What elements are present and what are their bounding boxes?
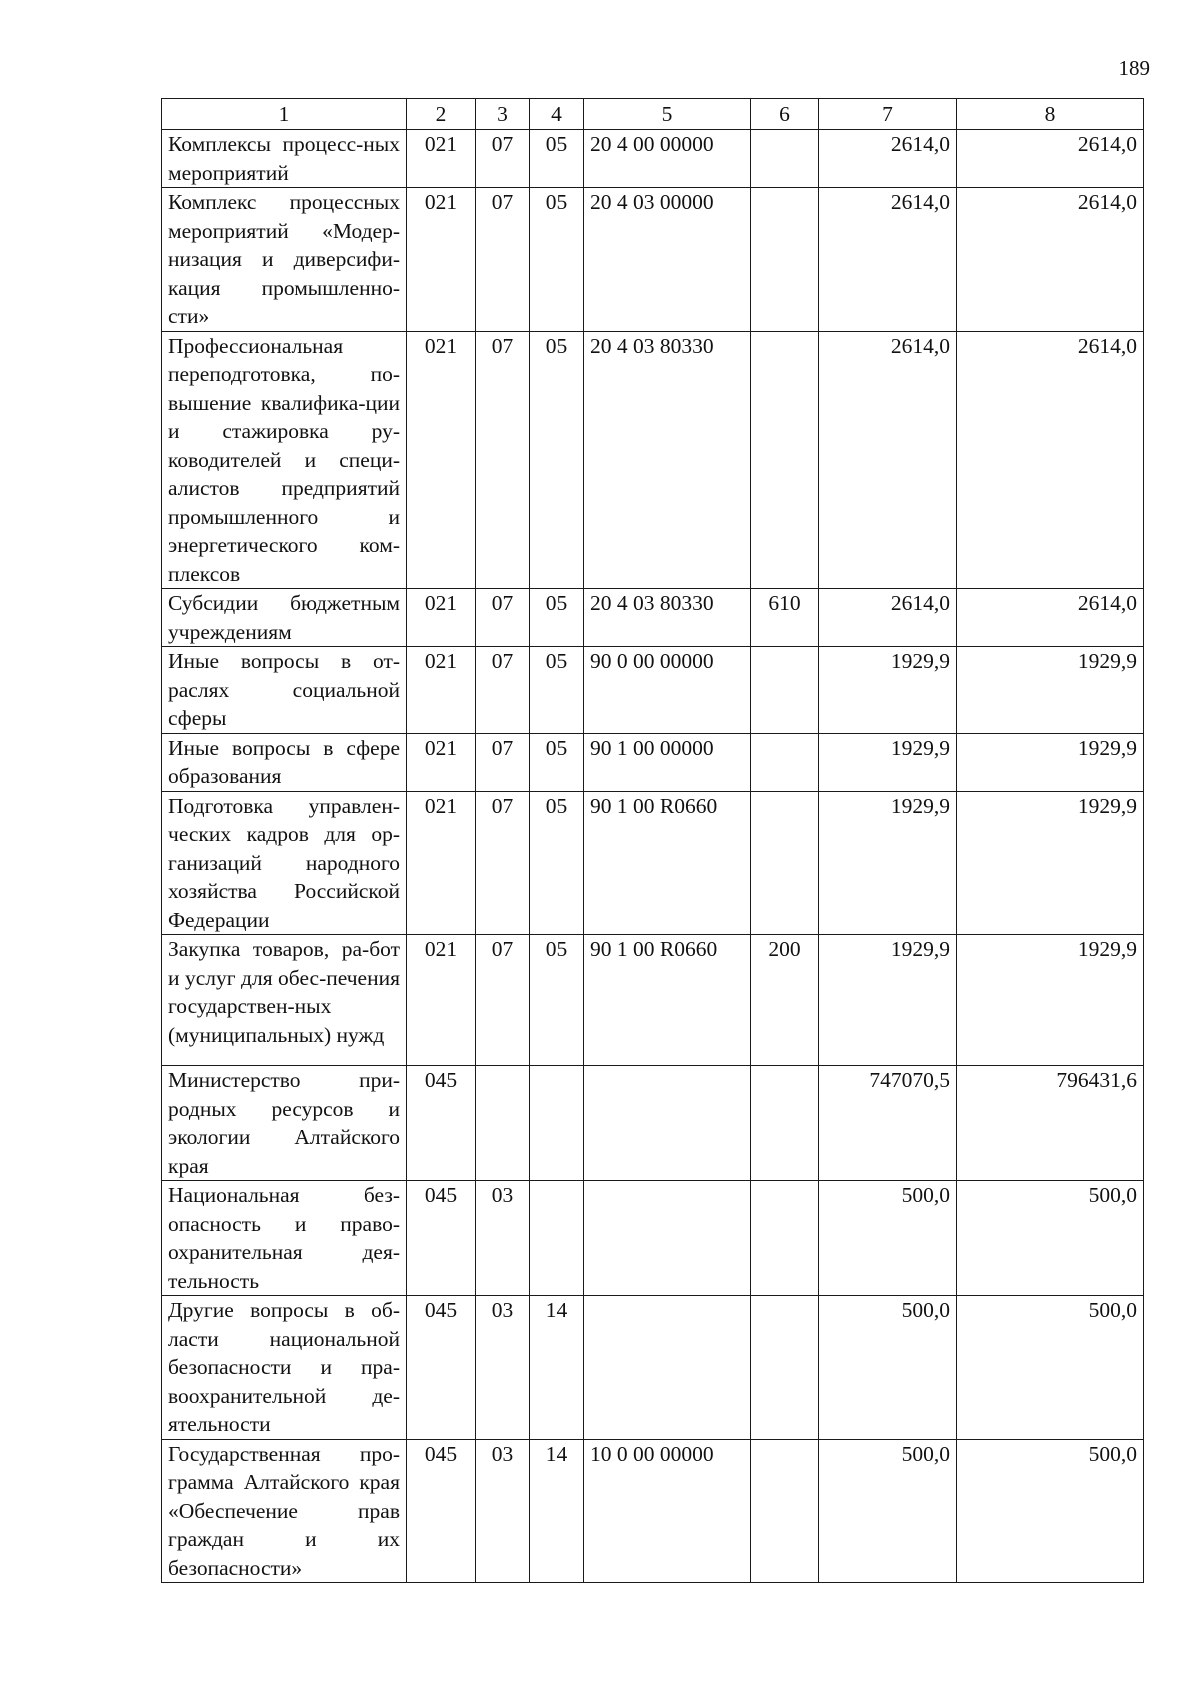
- column-header-1: 1: [162, 99, 407, 130]
- amount-year1-cell: 1929,9: [819, 791, 957, 935]
- target-article-cell: 10 0 00 00000: [584, 1439, 751, 1583]
- target-article-cell: [584, 1181, 751, 1296]
- table-row: [162, 130, 1144, 188]
- subsection-code-cell: 05: [530, 791, 584, 935]
- amount-year1-cell: 500,0: [819, 1181, 957, 1296]
- item-name-cell: Министерство при-родных ресурсов и экологии Алтайского края: [162, 1066, 407, 1181]
- column-header-8: 8: [957, 99, 1144, 130]
- amount-year1-cell: 500,0: [819, 1439, 957, 1583]
- item-name-cell: Комплекс процессных мероприятий «Модер-низация и диверсифи-кация промышленно-сти»: [162, 188, 407, 332]
- subsection-code-cell: 14: [530, 1439, 584, 1583]
- ministry-code-cell: 021: [407, 589, 476, 647]
- item-name-cell: Другие вопросы в об-ласти национальной безопасности и пра-воохранительной де-ятельности: [162, 1296, 407, 1440]
- amount-year2-cell: 2614,0: [957, 589, 1144, 647]
- section-code-cell: 07: [476, 791, 530, 935]
- ministry-code-cell: 045: [407, 1439, 476, 1583]
- expense-type-cell: [751, 1439, 819, 1583]
- target-article-cell: 90 1 00 R0660: [584, 791, 751, 935]
- subsection-code-cell: 05: [530, 647, 584, 734]
- amount-year1-cell: 1929,9: [819, 733, 957, 791]
- target-article-cell: [584, 1066, 751, 1181]
- item-name-cell: Профессиональная переподготовка, по-вышение квалифика-ции и стажировка ру-ководителей и специ-алистов предприятий промышленного и энергетического ком-плексов: [162, 331, 407, 589]
- target-article-cell: 20 4 03 80330: [584, 331, 751, 589]
- target-article-cell: [584, 1296, 751, 1440]
- section-code-cell: 07: [476, 130, 530, 188]
- amount-year2-cell: 500,0: [957, 1439, 1144, 1583]
- expense-type-cell: 200: [751, 935, 819, 1066]
- amount-year2-cell: 500,0: [957, 1296, 1144, 1440]
- ministry-code-cell: 021: [407, 733, 476, 791]
- table-row: [162, 647, 1144, 734]
- column-header-2: 2: [407, 99, 476, 130]
- subsection-code-cell: 05: [530, 188, 584, 332]
- amount-year2-cell: 2614,0: [957, 188, 1144, 332]
- table-body: [162, 130, 1144, 1583]
- table-row: [162, 935, 1144, 1066]
- expense-type-cell: [751, 733, 819, 791]
- expense-type-cell: [751, 791, 819, 935]
- column-header-3: 3: [476, 99, 530, 130]
- amount-year2-cell: 2614,0: [957, 331, 1144, 589]
- amount-year1-cell: 2614,0: [819, 589, 957, 647]
- amount-year1-cell: 2614,0: [819, 130, 957, 188]
- column-header-4: 4: [530, 99, 584, 130]
- table-row: [162, 1181, 1144, 1296]
- amount-year2-cell: 2614,0: [957, 130, 1144, 188]
- section-code-cell: 03: [476, 1439, 530, 1583]
- table-row: [162, 733, 1144, 791]
- ministry-code-cell: 021: [407, 188, 476, 332]
- expense-type-cell: [751, 1181, 819, 1296]
- table-row: [162, 1066, 1144, 1181]
- ministry-code-cell: 021: [407, 331, 476, 589]
- ministry-code-cell: 021: [407, 935, 476, 1066]
- table-row: [162, 1296, 1144, 1440]
- amount-year1-cell: 2614,0: [819, 331, 957, 589]
- item-name-cell: Государственная про-грамма Алтайского края «Обеспечение прав граждан и их безопасности»: [162, 1439, 407, 1583]
- amount-year2-cell: 500,0: [957, 1181, 1144, 1296]
- item-name-cell: Иные вопросы в сфере образования: [162, 733, 407, 791]
- amount-year1-cell: 1929,9: [819, 647, 957, 734]
- amount-year2-cell: 1929,9: [957, 647, 1144, 734]
- section-code-cell: 07: [476, 331, 530, 589]
- target-article-cell: 20 4 03 00000: [584, 188, 751, 332]
- ministry-code-cell: 045: [407, 1296, 476, 1440]
- amount-year2-cell: 1929,9: [957, 733, 1144, 791]
- target-article-cell: 20 4 00 00000: [584, 130, 751, 188]
- item-name-cell: Комплексы процесс-ных мероприятий: [162, 130, 407, 188]
- subsection-code-cell: 05: [530, 935, 584, 1066]
- expense-type-cell: [751, 1066, 819, 1181]
- amount-year2-cell: 1929,9: [957, 935, 1144, 1066]
- table-row: [162, 188, 1144, 332]
- page-number: 189: [1118, 56, 1150, 80]
- target-article-cell: 90 0 00 00000: [584, 647, 751, 734]
- table-row: [162, 791, 1144, 935]
- subsection-code-cell: [530, 1066, 584, 1181]
- item-name-cell: Субсидии бюджетным учреждениям: [162, 589, 407, 647]
- section-code-cell: 07: [476, 733, 530, 791]
- section-code-cell: 07: [476, 188, 530, 332]
- column-header-6: 6: [751, 99, 819, 130]
- expense-type-cell: [751, 1296, 819, 1440]
- expense-type-cell: 610: [751, 589, 819, 647]
- section-code-cell: [476, 1066, 530, 1181]
- subsection-code-cell: 05: [530, 589, 584, 647]
- expense-type-cell: [751, 331, 819, 589]
- item-name-cell: Подготовка управлен-ческих кадров для ор-ганизаций народного хозяйства Российской Федерации: [162, 791, 407, 935]
- amount-year1-cell: 2614,0: [819, 188, 957, 332]
- subsection-code-cell: 05: [530, 733, 584, 791]
- subsection-code-cell: 05: [530, 130, 584, 188]
- budget-table: [161, 98, 1144, 1583]
- amount-year2-cell: 1929,9: [957, 791, 1144, 935]
- expense-type-cell: [751, 130, 819, 188]
- column-header-5: 5: [584, 99, 751, 130]
- expense-type-cell: [751, 188, 819, 332]
- target-article-cell: 90 1 00 R0660: [584, 935, 751, 1066]
- header-row: [162, 99, 1144, 130]
- amount-year1-cell: 500,0: [819, 1296, 957, 1440]
- table-row: [162, 1439, 1144, 1583]
- table-row: [162, 589, 1144, 647]
- amount-year1-cell: 747070,5: [819, 1066, 957, 1181]
- section-code-cell: 03: [476, 1296, 530, 1440]
- amount-year2-cell: 796431,6: [957, 1066, 1144, 1181]
- section-code-cell: 07: [476, 935, 530, 1066]
- target-article-cell: 20 4 03 80330: [584, 589, 751, 647]
- section-code-cell: 07: [476, 589, 530, 647]
- ministry-code-cell: 021: [407, 791, 476, 935]
- column-header-7: 7: [819, 99, 957, 130]
- ministry-code-cell: 021: [407, 130, 476, 188]
- item-name-cell: Закупка товаров, ра-бот и услуг для обес-печения государствен-ных (муниципальных) нужд: [162, 935, 407, 1066]
- ministry-code-cell: 045: [407, 1181, 476, 1296]
- item-name-cell: Национальная без-опасность и право-охранительная дея-тельность: [162, 1181, 407, 1296]
- amount-year1-cell: 1929,9: [819, 935, 957, 1066]
- table-row: [162, 331, 1144, 589]
- section-code-cell: 03: [476, 1181, 530, 1296]
- expense-type-cell: [751, 647, 819, 734]
- ministry-code-cell: 045: [407, 1066, 476, 1181]
- subsection-code-cell: [530, 1181, 584, 1296]
- ministry-code-cell: 021: [407, 647, 476, 734]
- section-code-cell: 07: [476, 647, 530, 734]
- item-name-cell: Иные вопросы в от-раслях социальной сферы: [162, 647, 407, 734]
- target-article-cell: 90 1 00 00000: [584, 733, 751, 791]
- subsection-code-cell: 05: [530, 331, 584, 589]
- subsection-code-cell: 14: [530, 1296, 584, 1440]
